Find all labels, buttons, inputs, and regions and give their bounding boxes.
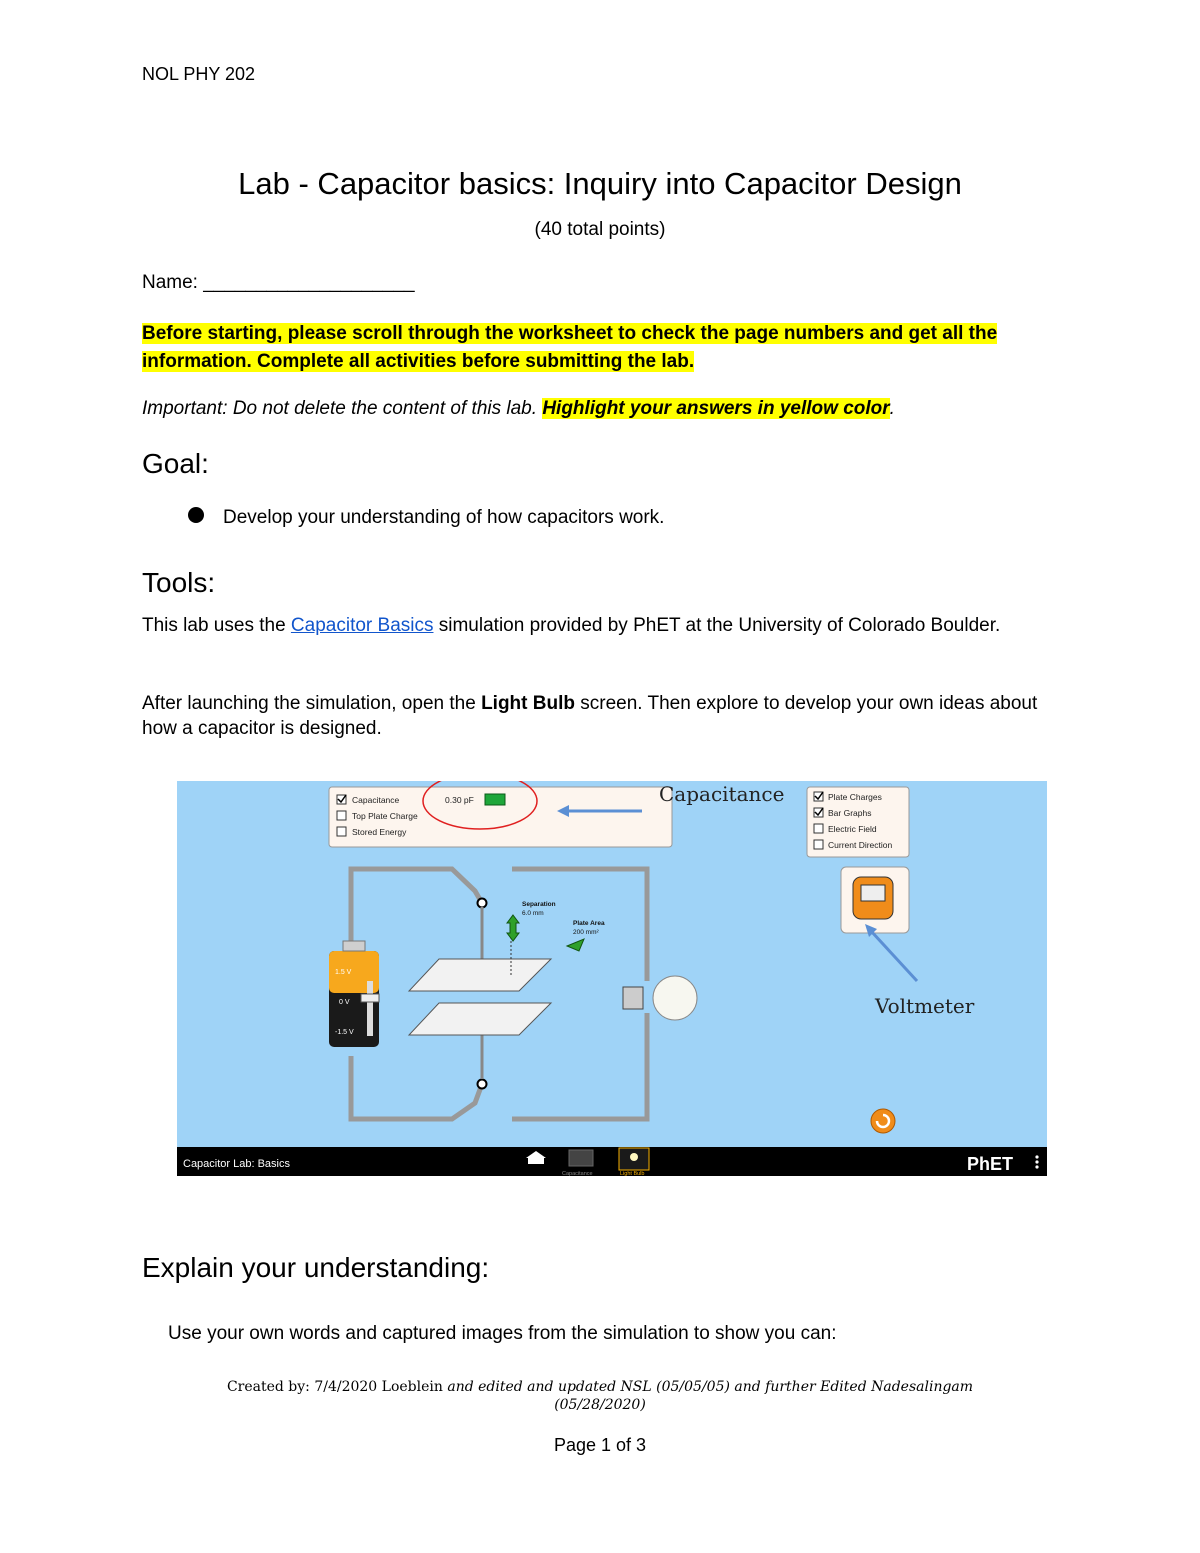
- notice: [142, 320, 1062, 376]
- important-note: [142, 398, 895, 420]
- important-prefix: Important: Do not delete the content of this lab.: [142, 398, 543, 419]
- checkbox-label-bar-graphs: Bar Graphs: [828, 808, 872, 818]
- name-line: Name: ____________________: [142, 272, 415, 293]
- checkbox-label-stored-energy: Stored Energy: [352, 827, 407, 837]
- notice-text: Before starting, please scroll through the worksheet to check the page numbers and get all the information. Complete all activities before submitting the lab.: [142, 323, 998, 372]
- checkbox-label-electric-field: Electric Field: [828, 824, 877, 834]
- goal-bullet-text: Develop your understanding of how capacitors work.: [223, 507, 665, 528]
- footer-edited-by: and edited and updated NSL (05/05/05) and further Edited Nadesalingam: [447, 1379, 974, 1395]
- capacitance-readout: 0.30 pF: [445, 795, 474, 805]
- separation-value: 6.0 mm: [522, 910, 544, 917]
- checkbox-label-top-plate-charge: Top Plate Charge: [352, 811, 418, 821]
- p1-before: This lab uses the: [142, 615, 291, 636]
- page-header: NOL PHY 202: [142, 64, 256, 84]
- total-points: (40 total points): [534, 219, 666, 240]
- page-number: Page 1 of 3: [553, 1435, 647, 1455]
- footer: [0, 1378, 1200, 1414]
- plate-area-value: 200 mm²: [573, 929, 599, 936]
- bullet-icon: [188, 507, 204, 523]
- capacitor-basics-link[interactable]: Capacitor Basics: [290, 615, 434, 636]
- tab-capacitance-icon[interactable]: [569, 1150, 593, 1166]
- tab-light-bulb-label[interactable]: Light Bulb: [620, 1171, 645, 1176]
- tools-heading: Tools:: [142, 567, 216, 598]
- tools-paragraph-2: [142, 691, 1062, 741]
- light-bulb-icon: [653, 976, 697, 1020]
- important-highlight: Highlight your answers in yellow color: [542, 398, 890, 419]
- page-title: Lab - Capacitor basics: Inquiry into Capacitor Design: [238, 166, 962, 201]
- battery-bottom-label: -1.5 V: [335, 1029, 354, 1036]
- battery-terminal: [343, 941, 365, 951]
- explain-heading: Explain your understanding:: [142, 1252, 490, 1283]
- p1-after: simulation provided by PhET at the University of Colorado Boulder.: [433, 615, 1001, 636]
- checkbox-label-current-direction: Current Direction: [828, 840, 893, 850]
- menu-icon[interactable]: [1035, 1155, 1038, 1158]
- p2-after: screen. Then explore to develop your own ideas about how a capacitor is designed.: [142, 693, 1038, 739]
- tab-capacitance-label[interactable]: Capacitance: [562, 1171, 593, 1176]
- simulation-screenshot: [177, 781, 1047, 1176]
- phet-logo[interactable]: PhET: [967, 1154, 1014, 1174]
- battery-top-label: 1.5 V: [335, 969, 352, 976]
- capacitance-annotation: Capacitance: [659, 782, 785, 806]
- checkbox-label-capacitance: Capacitance: [352, 795, 400, 805]
- separation-label: Separation: [522, 901, 556, 908]
- explain-text: Use your own words and captured images from the simulation to show you can:: [168, 1323, 837, 1344]
- important-suffix: .: [889, 398, 895, 419]
- reset-button[interactable]: [871, 1109, 895, 1133]
- p2-before: After launching the simulation, open the: [142, 693, 482, 714]
- footer-date: (05/28/2020): [554, 1397, 646, 1413]
- plate-area-label: Plate Area: [573, 920, 605, 927]
- battery-voltage-slider[interactable]: [361, 994, 379, 1002]
- checkbox-label-plate-charges: Plate Charges: [828, 792, 882, 802]
- footer-created-by: Created by: 7/4/2020 Loeblein: [226, 1379, 448, 1395]
- app-title: Capacitor Lab: Basics: [183, 1158, 290, 1170]
- tools-paragraph-1: [142, 613, 1062, 638]
- goal-heading: Goal:: [142, 448, 209, 479]
- light-bulb-bold: Light Bulb: [481, 693, 575, 714]
- voltmeter-annotation: Voltmeter: [875, 994, 975, 1018]
- battery-mid-label: 0 V: [339, 999, 350, 1006]
- bulb-base: [623, 987, 643, 1009]
